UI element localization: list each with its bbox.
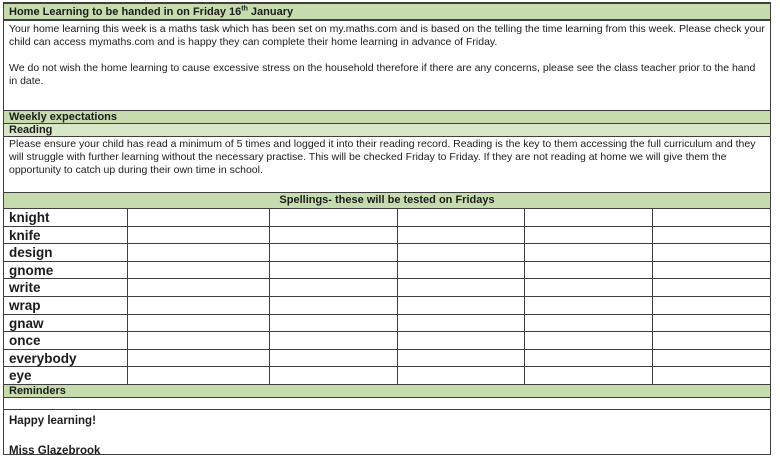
spelling-practice-cell	[653, 297, 770, 315]
spelling-practice-cell	[270, 332, 398, 350]
spelling-practice-cell	[653, 244, 770, 262]
spelling-practice-cell	[128, 209, 270, 227]
spelling-practice-cell	[398, 209, 525, 227]
spelling-practice-cell	[270, 367, 398, 385]
section-header-home-learning	[4, 4, 770, 21]
spelling-practice-cell	[398, 262, 525, 280]
spelling-practice-cell	[398, 315, 525, 333]
section-header-reminders: Reminders	[4, 385, 770, 398]
title-tail: January	[247, 6, 294, 18]
spelling-practice-cell	[128, 332, 270, 350]
reminders-content	[4, 398, 770, 410]
spelling-practice-cell	[398, 332, 525, 350]
spelling-word: gnaw	[4, 315, 128, 333]
spelling-practice-cell	[128, 297, 270, 315]
spelling-practice-cell	[653, 279, 770, 297]
spelling-practice-cell	[128, 315, 270, 333]
spelling-practice-cell	[398, 244, 525, 262]
spelling-practice-cell	[270, 244, 398, 262]
spelling-practice-cell	[128, 367, 270, 385]
spelling-practice-cell	[270, 262, 398, 280]
spelling-practice-cell	[128, 279, 270, 297]
reading-paragraph: Please ensure your child has read a minimum of 5 times and logged it into their reading record. Reading is the key to them accessing the full curriculum and they will struggle with further learning without the necessary practise. This will be checked Friday to Friday. If they are not reading at home we will give them the opportunity to catch up during their own time in school.	[9, 138, 756, 176]
spelling-word: once	[4, 332, 128, 350]
spelling-word: everybody	[4, 350, 128, 368]
spelling-practice-cell	[653, 367, 770, 385]
section-header-weekly-expectations: Weekly expectations	[4, 111, 770, 124]
spelling-practice-cell	[398, 297, 525, 315]
intro-section	[4, 21, 770, 111]
spelling-practice-cell	[270, 297, 398, 315]
spelling-word: design	[4, 244, 128, 262]
title-superscript: th	[241, 5, 248, 13]
spelling-practice-cell	[398, 367, 525, 385]
spelling-practice-cell	[525, 279, 653, 297]
closing-section	[4, 410, 770, 454]
spelling-practice-cell	[270, 350, 398, 368]
spelling-practice-cell	[128, 262, 270, 280]
section-header-spellings: Spellings- these will be tested on Fridays	[4, 193, 770, 209]
spelling-practice-cell	[525, 367, 653, 385]
spelling-practice-cell	[398, 227, 525, 245]
spelling-word: gnome	[4, 262, 128, 280]
spelling-word: eye	[4, 367, 128, 385]
reading-section	[4, 137, 770, 193]
spelling-word: wrap	[4, 297, 128, 315]
spelling-practice-cell	[270, 315, 398, 333]
spelling-practice-cell	[525, 350, 653, 368]
intro-paragraph-2: We do not wish the home learning to cause excessive stress on the household therefore if there are any concerns, please see the class teacher prior to the hand in date.	[9, 62, 756, 87]
spelling-word: knight	[4, 209, 128, 227]
teacher-name: Miss Glazebrook	[9, 444, 101, 454]
spelling-practice-cell	[398, 350, 525, 368]
spelling-practice-cell	[525, 209, 653, 227]
spellings-table	[4, 209, 770, 385]
spelling-practice-cell	[270, 227, 398, 245]
spelling-practice-cell	[525, 244, 653, 262]
spelling-practice-cell	[398, 279, 525, 297]
spelling-practice-cell	[525, 315, 653, 333]
spelling-word: write	[4, 279, 128, 297]
spelling-practice-cell	[525, 332, 653, 350]
spelling-practice-cell	[653, 227, 770, 245]
home-learning-title: Home Learning to be handed in on Friday 16	[9, 6, 242, 18]
spelling-practice-cell	[525, 262, 653, 280]
spelling-practice-cell	[653, 332, 770, 350]
spelling-practice-cell	[653, 209, 770, 227]
intro-paragraph-1: Your home learning this week is a maths task which has been set on my.maths.com and is based on the telling the time learning from this week. Please check your child can access mymaths.com and is happy they can complete their home learning in advance of Friday.	[9, 23, 765, 48]
spelling-practice-cell	[653, 262, 770, 280]
spelling-practice-cell	[128, 244, 270, 262]
spelling-practice-cell	[653, 315, 770, 333]
spelling-practice-cell	[128, 350, 270, 368]
closing-message: Happy learning!	[9, 414, 96, 427]
spelling-practice-cell	[270, 279, 398, 297]
spelling-practice-cell	[525, 227, 653, 245]
spelling-word: knife	[4, 227, 128, 245]
spelling-practice-cell	[653, 350, 770, 368]
section-header-reading: Reading	[4, 124, 770, 137]
spelling-practice-cell	[525, 297, 653, 315]
spelling-practice-cell	[128, 227, 270, 245]
home-learning-table	[3, 2, 771, 455]
spelling-practice-cell	[270, 209, 398, 227]
